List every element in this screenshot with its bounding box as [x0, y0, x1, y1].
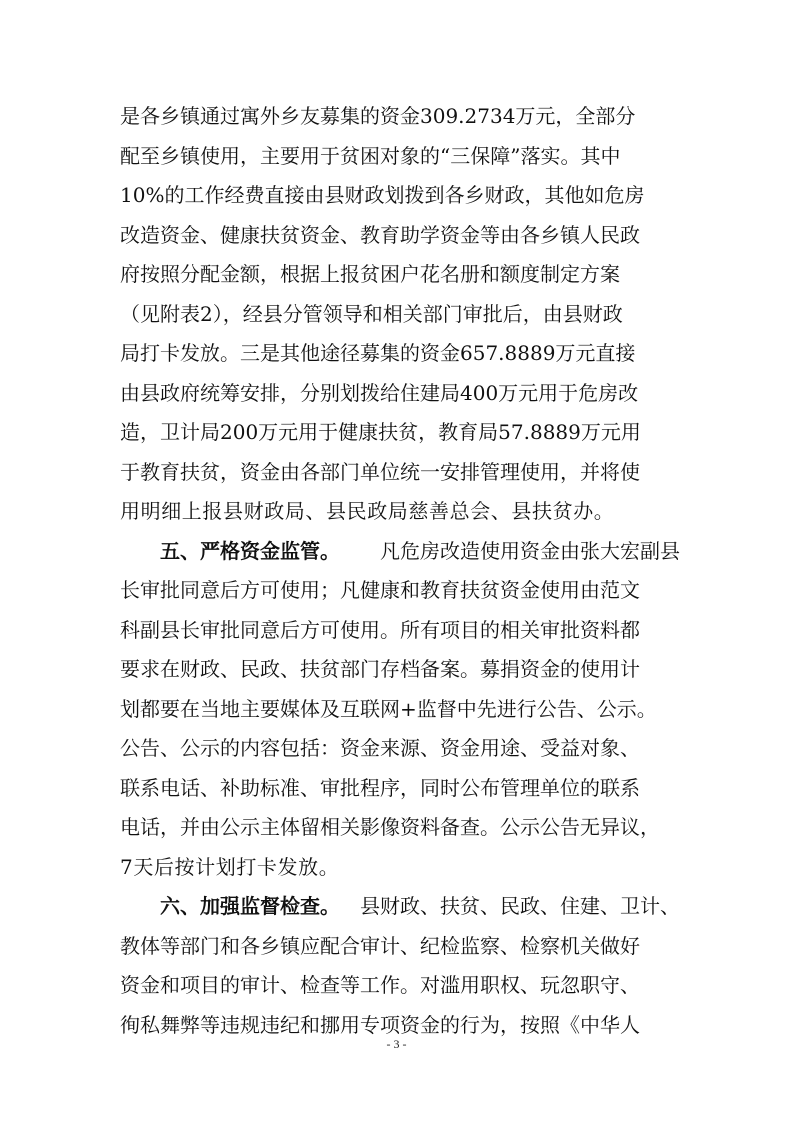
text-line [120, 614, 680, 646]
section-5-heading: 五、严格资金监管。 [160, 539, 340, 563]
line-text: （见附表2），经县分管领导和相关部门审批后，由县财政 [120, 302, 623, 326]
line-text: 7天后按计划打卡发放。 [120, 855, 340, 879]
text-line [120, 377, 680, 409]
line-text: 造，卫计局200万元用于健康扶贫，教育局57.8889万元用 [120, 420, 641, 444]
line-text: 徇私舞弊等违规违纪和挪用专项资金的行为，按照《中华人 [120, 1013, 640, 1037]
line-text: 电话，并由公示主体留相关影像资料备查。公示公告无异议， [120, 815, 660, 839]
line-text: 局打卡发放。三是其他途径募集的资金657.8889万元直接 [120, 341, 636, 365]
line-text: 改造资金、健康扶贫资金、教育助学资金等由各乡镇人民政 [120, 223, 640, 247]
text-line [120, 258, 680, 290]
text-line [120, 732, 680, 764]
text-line [120, 337, 680, 369]
line-text: 于教育扶贫，资金由各部门单位统一安排管理使用，并将使 [120, 460, 640, 484]
line-text: 府按照分配金额，根据上报贫困户花名册和额度制定方案 [120, 262, 620, 286]
text-line [120, 930, 680, 962]
text-line [120, 851, 680, 883]
line-text: 科副县长审批同意后方可使用。所有项目的相关审批资料都 [120, 618, 640, 642]
text-line [120, 653, 680, 685]
line-text: 公告、公示的内容包括：资金来源、资金用途、受益对象、 [120, 736, 640, 760]
text-line [120, 574, 680, 606]
text-line [120, 1009, 680, 1041]
text-line [120, 495, 680, 527]
page-number: - 3 - [386, 1037, 407, 1051]
text-line [120, 811, 680, 843]
line-text: 要求在财政、民政、扶贫部门存档备案。募捐资金的使用计 [120, 657, 640, 681]
text-line [120, 969, 680, 1001]
section-6-heading: 六、加强监督检查。 [160, 894, 340, 918]
text-line [120, 456, 680, 488]
line-text: 联系电话、补助标准、审批程序，同时公布管理单位的联系 [120, 776, 640, 800]
line-text: 资金和项目的审计、检查等工作。对滥用职权、玩忽职守、 [120, 973, 640, 997]
text-line [120, 179, 680, 211]
text-line [120, 219, 680, 251]
text-line [120, 140, 680, 172]
line-text: 凡危房改造使用资金由张大宏副县 [380, 539, 680, 563]
section-5-first-line [160, 535, 680, 567]
text-line [120, 416, 680, 448]
line-text: 由县政府统筹安排，分别划拨给住建局400万元用于危房改 [120, 381, 639, 405]
line-text: 是各乡镇通过寓外乡友募集的资金309.2734万元，全部分 [120, 104, 636, 128]
line-text: 用明细上报县财政局、县民政局慈善总会、县扶贫办。 [120, 499, 615, 523]
line-text: 长审批同意后方可使用；凡健康和教育扶贫资金使用由范文 [120, 578, 640, 602]
text-line [120, 298, 680, 330]
section-6-first-line [160, 890, 680, 922]
text-line [120, 693, 680, 725]
text-line [120, 772, 680, 804]
line-text: 县财政、扶贫、民政、住建、卫计、 [360, 894, 680, 918]
line-text: 10%的工作经费直接由县财政划拨到各乡财政，其他如危房 [120, 183, 645, 207]
text-line [120, 100, 680, 132]
line-text: 划都要在当地主要媒体及互联网+监督中先进行公告、公示。 [120, 697, 657, 721]
line-text: 教体等部门和各乡镇应配合审计、纪检监察、检察机关做好 [120, 934, 640, 958]
line-text: 配至乡镇使用，主要用于贫困对象的“三保障”落实。其中 [120, 144, 621, 168]
